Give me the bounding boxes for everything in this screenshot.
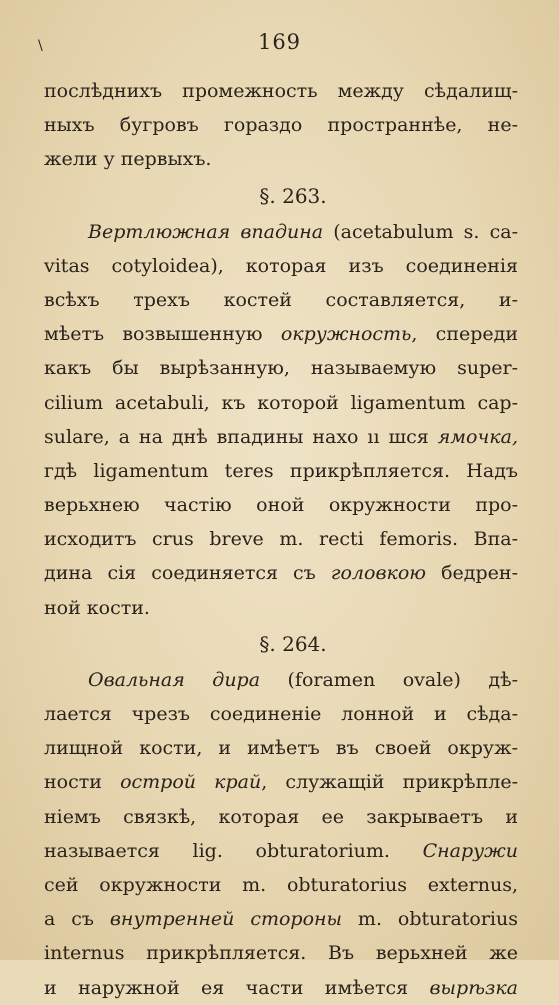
text-line: жели у первыхъ. — [44, 148, 212, 171]
text-line: cilium acetabuli, къ которой ligamentum cap- — [44, 391, 518, 414]
text-line: мѣетъ возвышенную окружность, спереди — [44, 323, 518, 346]
text-line: послѣднихъ промежность между сѣдалищ- — [44, 80, 518, 102]
italic-term: ямочка, — [437, 425, 518, 448]
text-line: лищной кости, и имѣетъ въ своей окруж- — [44, 737, 518, 760]
text-line: дина сія соединяется съ головкою бедрен- — [44, 562, 518, 585]
italic-term: Вертлюжная впадина — [88, 220, 324, 243]
text-line: ныхъ бугровъ гораздо пространнѣе, не- — [44, 114, 518, 137]
italic-term: Снаружи — [422, 839, 518, 862]
text-line: ной кости. — [44, 596, 150, 619]
text-line: гдѣ ligamentum teres прикрѣпляется. Надъ — [44, 459, 518, 482]
text-line: Вертлюжная впадина (acetabulum s. ca- — [88, 220, 518, 243]
italic-term: острой край — [120, 771, 262, 794]
text-line: internus прикрѣпляется. Въ верьхней же — [44, 942, 518, 965]
text-line: Овальная дира (foramen ovale) дѣ- — [88, 668, 518, 691]
text-line: ніемъ связкѣ, которая ее закрываетъ и — [44, 805, 518, 828]
italic-term: головкою — [330, 562, 427, 585]
text-line: ности острой край, служащій прикрѣпле- — [44, 771, 518, 794]
text-line: верьхнею частію оной окружности про- — [44, 494, 518, 517]
section-heading: §. 263. — [259, 183, 327, 208]
italic-term: Овальная дира — [88, 668, 261, 691]
text-line: а съ внутренней стороны m. obturatorius — [44, 908, 518, 931]
italic-term: вырѣзка — [429, 976, 518, 999]
text-line: называется lig. obturatorium. Снаружи — [44, 839, 518, 862]
page-number: 169 — [257, 30, 302, 54]
page-text — [44, 74, 518, 1005]
text-line: sulare, а на днѣ впадины нахо ıı шся ямочка, — [44, 425, 518, 448]
text-line: исходитъ crus breve m. recti femoris. Впа- — [44, 528, 518, 551]
text-line: и наружной ея части имѣется вырѣзка — [44, 976, 518, 999]
text-line: всѣхъ трехъ костей составляется, и- — [44, 288, 518, 311]
text-line: какъ бы вырѣзанную, называемую super- — [44, 357, 518, 380]
corner-mark: \ — [38, 38, 43, 54]
section-heading: §. 264. — [259, 631, 327, 656]
text-line: сей окружности m. obturatorius externus, — [44, 873, 518, 896]
italic-term: окружность — [280, 323, 412, 346]
text-line: лается чрезъ соединеніе лонной и сѣда- — [44, 703, 518, 725]
italic-term: внутренней стороны — [109, 908, 343, 931]
text-line: vitas cotyloidea), которая изъ соединенія — [44, 254, 518, 277]
